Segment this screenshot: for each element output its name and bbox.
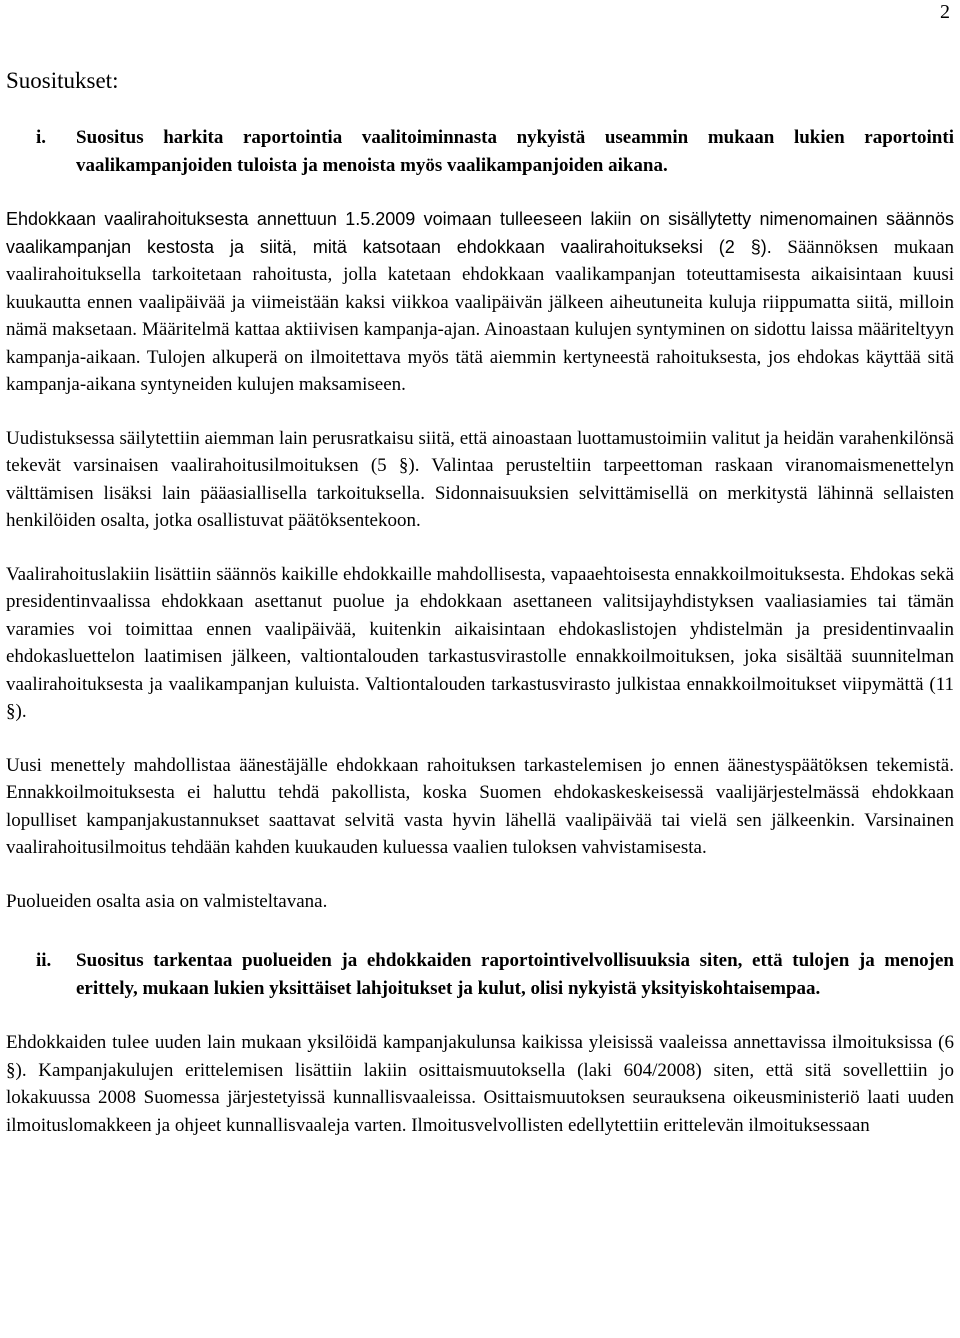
paragraph-serif-part: Säännöksen mukaan vaalirahoituksella tarkoitetaan rahoitusta, jolla katetaan ehdokkaan vaalikampanjan toteuttamisesta aikaisintaan kuusi kuukautta ennen vaalipäivää ja viimeistään kaksi viikkoa vaalipäivän jälkeen aiheutuneita kuluja riippumatta siitä, milloin nämä maksetaan. Määritelmä kattaa aktiivisen kampanja-ajan. Ainoastaan kulujen syntyminen on sidottu laissa määriteltyyn kampanja-aikaan. Tulojen alkuperä on ilmoitettava myös tätä aiemmin kertyneestä rahoituksesta, jos ehdokas käyttää sitä kampanja-aikana syntyneiden kulujen maksamiseen. <box>6 236 955 395</box>
recommendation-number: i. <box>36 127 47 148</box>
paragraph: Puolueiden osalta asia on valmisteltavana. <box>6 890 328 912</box>
section-heading: Suositukset: <box>6 68 119 93</box>
paragraph: Uudistuksessa säilytettiin aiemman lain perusratkaisu siitä, että ainoastaan luottamustoimiin valitut ja heidän varahenkilönsä tekevät varsinaisen vaalirahoitusilmoituksen (5 §). Valintaa perusteltiin tarpeettoman raskaan viranomaismenettelyn välttämisen lisäksi lain pääasiallisella tarkoituksella. Sidonnaisuuksien selvittämisellä on merkitystä lähinnä sellaisten henkilöiden osalta, jotka osallistuvat päätöksentekoon. <box>6 427 954 531</box>
paragraph: Uusi menettely mahdollistaa äänestäjälle ehdokkaan rahoituksen tarkastelemisen jo ennen äänestyspäätöksen tekemistä. Ennakkoilmoituksesta ei haluttu tehdä pakollista, koska Suomen ehdokaskeskeisessä vaalijärjestelmässä ehdokkaan lopulliset kampanjakustannukset saattavat selvitä vasta hyvin lähellä vaalipäivää tai vielä sen jälkeenkin. Varsinainen vaalirahoitusilmoitus tehdään kahden kuukauden kuluessa vaalien tuloksen vahvistamisesta. <box>6 754 954 858</box>
recommendation-text: Suositus harkita raportointia vaalitoiminnasta nykyistä useammin mukaan lukien raportointi vaalikampanjoiden tuloista ja menoista myös vaalikampanjoiden aikana. <box>76 127 954 176</box>
recommendation-text: Suositus tarkentaa puolueiden ja ehdokkaiden raportointivelvollisuuksia siten, että tulojen ja menojen erittely, mukaan lukien yksittäiset lahjoitukset ja kulut, olisi nykyistä yksityiskohtaisempaa. <box>76 950 954 999</box>
document-body <box>6 124 954 1139</box>
paragraph: Ehdokkaiden tulee uuden lain mukaan yksilöidä kampanjakulunsa kaikissa yleisissä vaaleissa annettavissa ilmoituksissa (6 §). Kampanjakulujen erittelemisen lisättiin lakiin osittaismuutoksella (laki 604/2008) siten, että sitä sovellettiin jo lokakuussa 2008 Suomessa järjestetyissä kunnallisvaaleissa. Osittaismuutoksen seurauksena oikeusministeriö laati uuden ilmoituslomakkeen ja ohjeet kunnallisvaaleja varten. Ilmoitusvelvollisten edellytettiin erittelevän ilmoituksessaan <box>6 1032 954 1136</box>
recommendation-item <box>6 124 954 180</box>
recommendation-number: ii. <box>36 950 52 971</box>
paragraph <box>6 206 954 399</box>
paragraph-sans-part: Ehdokkaan vaalirahoituksesta annettuun 1.5.2009 voimaan tulleeseen lakiin on sisällytetty nimenomainen säännös vaalikampanjan kestosta ja siitä, mitä katsotaan ehdokkaan vaalirahoitukseksi (2 §). <box>6 209 954 257</box>
paragraph: Vaalirahoituslakiin lisättiin säännös kaikille ehdokkaille mahdollisesta, vapaaehtoisesta ennakkoilmoituksesta. Ehdokas sekä presidentinvaalissa ehdokkaan asettanut puolue ja ehdokkaan asettaneen valitsijayhdistyksen vaaliasiamies tai tämän varamies voi toimittaa ennen vaalipäivää, kuitenkin aikaisintaan ehdokaslistojen yhdistelmän ja presidentinvaalin ehdokasluettelon laatimisen jälkeen, valtiontalouden tarkastusvirastolle ennakkoilmoituksen, joka sisältää suunnitelman vaalirahoituksesta ja vaalikampanjan kuluista. Valtiontalouden tarkastusvirasto julkistaa ennakkoilmoitukset viipymättä (11 §). <box>6 563 954 722</box>
recommendation-item <box>6 947 954 1003</box>
page-number: 2 <box>940 1 950 23</box>
